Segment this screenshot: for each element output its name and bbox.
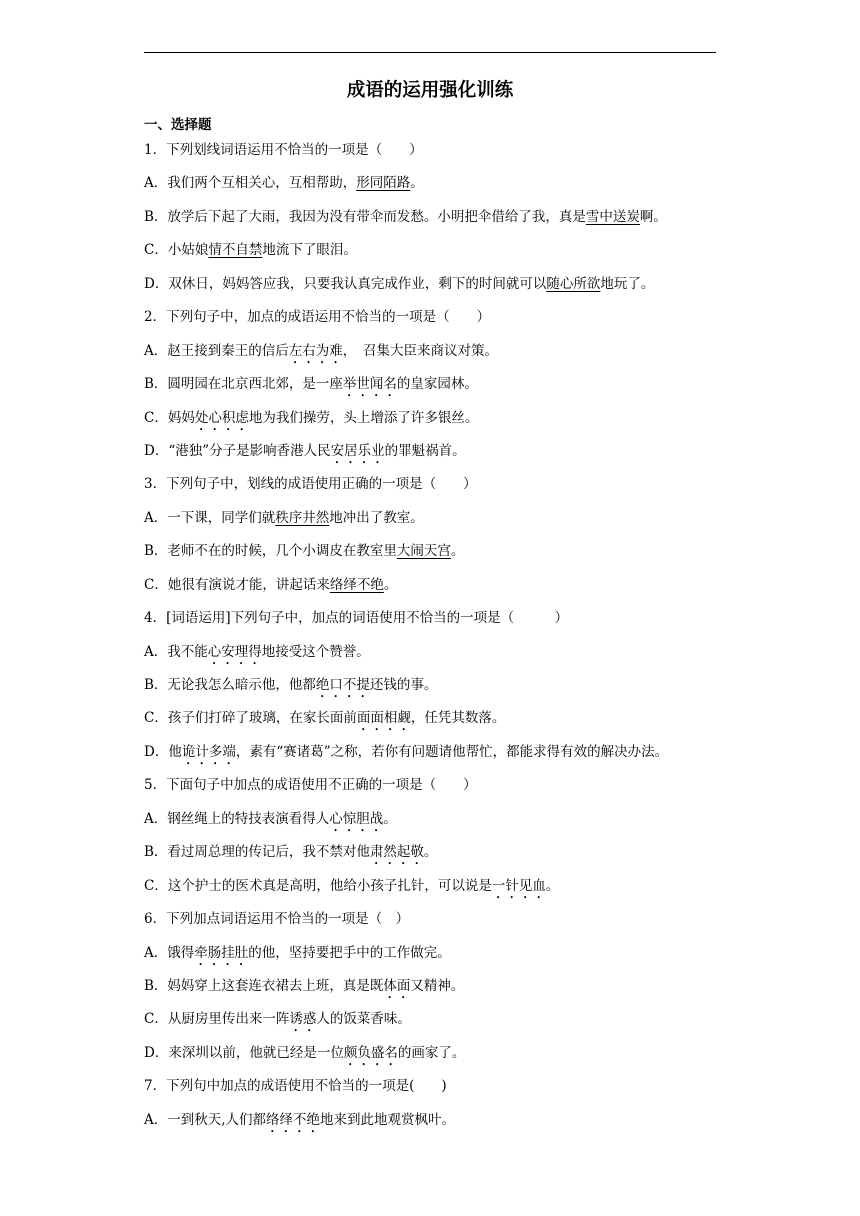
text-segment: C．妈妈 <box>144 409 195 426</box>
answer-option <box>144 207 744 240</box>
question-stem <box>144 608 744 641</box>
text-segment: 。 <box>383 576 398 593</box>
dotted-idiom: 面面相觑 <box>356 710 411 727</box>
underlined-idiom: 情不自禁 <box>208 242 263 259</box>
question-stem <box>144 775 744 808</box>
text-segment: 人的饭菜香味。 <box>316 1011 411 1028</box>
text-segment: D．双休日，妈妈答应我，只要我认真完成作业，剩下的时间就可以 <box>144 275 547 292</box>
text-segment: 的皇家园林。 <box>396 376 478 393</box>
text-segment: ， 召集大臣来商议对策。 <box>342 342 498 359</box>
text-segment: B．妈妈穿上这套连衣裙去上班，真是既 <box>144 977 384 994</box>
answer-option <box>144 173 744 206</box>
text-segment: 还钱的事。 <box>369 677 438 693</box>
dotted-idiom: 左右为难 <box>288 342 343 359</box>
dotted-idiom: 牵肠挂肚 <box>194 944 249 961</box>
text-segment: A．我不能 <box>144 643 208 660</box>
dotted-idiom: 颇负盛名 <box>343 1044 398 1061</box>
underlined-idiom: 形同陌路 <box>356 175 411 192</box>
answer-option <box>144 541 744 574</box>
text-segment: 。 <box>450 543 465 560</box>
answer-option <box>144 274 744 307</box>
answer-option <box>144 575 744 608</box>
text-segment: 7．下列句中加点的成语使用不恰当的一项是( ) <box>144 1078 447 1095</box>
answer-option <box>144 642 744 675</box>
dotted-idiom: 举世闻名 <box>342 376 397 393</box>
dotted-idiom: 肃然起敬 <box>369 844 424 861</box>
text-segment: C．她很有演说才能，讲起话来 <box>144 576 330 593</box>
answer-option <box>144 708 744 741</box>
answer-option <box>144 742 744 775</box>
question-stem <box>144 307 744 340</box>
text-segment: 地流下了眼泪。 <box>262 242 357 259</box>
text-segment: B．看过周总理的传记后，我不禁对他 <box>144 844 370 861</box>
question-stem <box>144 1076 744 1109</box>
text-segment: C．孩子们打碎了玻璃，在家长面前 <box>144 710 357 727</box>
dotted-idiom: 安居乐业 <box>330 442 385 459</box>
text-segment: C．小姑娘 <box>144 242 209 259</box>
dotted-idiom: 一针见血 <box>491 877 546 894</box>
text-segment: 。 <box>410 175 424 192</box>
dotted-idiom: 处心积虑 <box>194 409 249 426</box>
text-segment: 的他，坚持要把手中的工作做完。 <box>248 944 451 961</box>
dotted-idiom: 心惊胆战 <box>329 810 384 827</box>
text-segment: A．赵王接到秦王的信后 <box>144 342 289 359</box>
text-segment: B．圆明园在北京西北郊，是一座 <box>144 376 343 393</box>
text-segment: 啊。 <box>639 208 667 225</box>
question-stem <box>144 474 744 507</box>
page-title: 成语的运用强化训练 <box>346 80 514 101</box>
dotted-idiom: 诱惑 <box>289 1011 317 1028</box>
text-segment: D．他 <box>144 743 182 760</box>
dotted-idiom: 体面 <box>383 977 411 994</box>
answer-option <box>144 1009 744 1042</box>
text-segment: B．老师不在的时候，几个小调皮在教室里 <box>144 543 397 560</box>
text-segment: A．我们两个互相关心，互相帮助， <box>144 175 357 192</box>
text-segment: D．来深圳以前，他就已经是一位 <box>144 1044 344 1061</box>
text-segment: C．从厨房里传出来一阵 <box>144 1011 290 1028</box>
underlined-idiom: 络绎不绝 <box>329 576 384 593</box>
answer-option <box>144 341 744 374</box>
underlined-idiom: 雪中送炭 <box>585 208 640 225</box>
answer-option <box>144 675 744 708</box>
answer-option <box>144 408 744 441</box>
underlined-idiom: 大闹天宫 <box>396 543 451 560</box>
underlined-idiom: 秩序井然 <box>275 509 330 526</box>
text-segment: 。 <box>423 844 438 861</box>
answer-option <box>144 441 744 474</box>
answer-option <box>144 976 744 1009</box>
answer-option <box>144 809 744 842</box>
text-segment: A．一下课，同学们就 <box>144 509 276 526</box>
text-segment: 3．下列句子中，划线的成语使用正确的一项是（ ） <box>144 476 477 493</box>
text-segment: 5．下面句子中加点的成语使用不正确的一项是（ ） <box>144 777 477 794</box>
answer-option <box>144 508 744 541</box>
dotted-idiom: 络绎不绝 <box>266 1111 321 1128</box>
answer-option <box>144 876 744 909</box>
answer-option <box>144 240 744 273</box>
section-heading: 一、选择题 <box>144 117 212 133</box>
text-segment: 。 <box>383 810 397 827</box>
text-segment: 地来到此地观赏枫叶。 <box>320 1111 456 1128</box>
dotted-idiom: 诡计多端 <box>181 743 236 760</box>
text-segment: B．无论我怎么暗示他，他都 <box>144 677 316 693</box>
text-segment: 的罪魁祸首。 <box>384 442 466 459</box>
question-stem <box>144 909 744 942</box>
text-segment: A．饿得 <box>144 944 195 961</box>
text-segment: ，任凭其数落。 <box>410 710 506 727</box>
text-segment: 2．下列句子中，加点的成语运用不恰当的一项是（ ） <box>144 309 491 326</box>
text-segment: ，素有“赛诸葛”之称，若你有问题请他帮忙，都能求得有效的解决办法。 <box>235 743 669 760</box>
answer-option <box>144 374 744 407</box>
text-segment: D．“港独”分子是影响香港人民 <box>144 442 331 459</box>
text-segment: 地玩了。 <box>600 275 655 292</box>
text-segment: 1．下列划线词语运用不恰当的一项是（ ） <box>144 142 423 158</box>
text-segment: 地冲出了教室。 <box>329 509 424 526</box>
answer-option <box>144 1110 744 1143</box>
text-segment: 又精神。 <box>410 977 465 994</box>
dotted-idiom: 绝口不提 <box>315 677 370 693</box>
header-rule <box>144 52 716 53</box>
text-segment: A．一到秋天,人们都 <box>144 1111 267 1128</box>
answer-option <box>144 1043 744 1076</box>
answer-option <box>144 943 744 976</box>
underlined-idiom: 随心所欲 <box>546 275 601 292</box>
dotted-idiom: 心安理得 <box>207 643 262 660</box>
text-segment: 。 <box>545 877 560 894</box>
answer-option <box>144 842 744 875</box>
question-stem <box>144 140 744 173</box>
text-segment: B．放学后下起了大雨，我因为没有带伞而发愁。小明把伞借给了我，真是 <box>144 208 586 225</box>
text-segment: 6．下列加点词语运用不恰当的一项是（ ） <box>144 911 410 928</box>
question-list <box>144 140 744 1143</box>
text-segment: 4．[词语运用]下列句子中，加点的词语使用不恰当的一项是（ ） <box>144 610 569 627</box>
text-segment: 地为我们操劳，头上增添了许多银丝。 <box>248 409 479 426</box>
text-segment: C．这个护士的医术真是高明，他给小孩子扎针，可以说是 <box>144 877 492 894</box>
text-segment: 地接受这个赞誉。 <box>261 643 370 660</box>
text-segment: A．钢丝绳上的特技表演看得人 <box>144 810 330 827</box>
text-segment: 的画家了。 <box>397 1044 466 1061</box>
